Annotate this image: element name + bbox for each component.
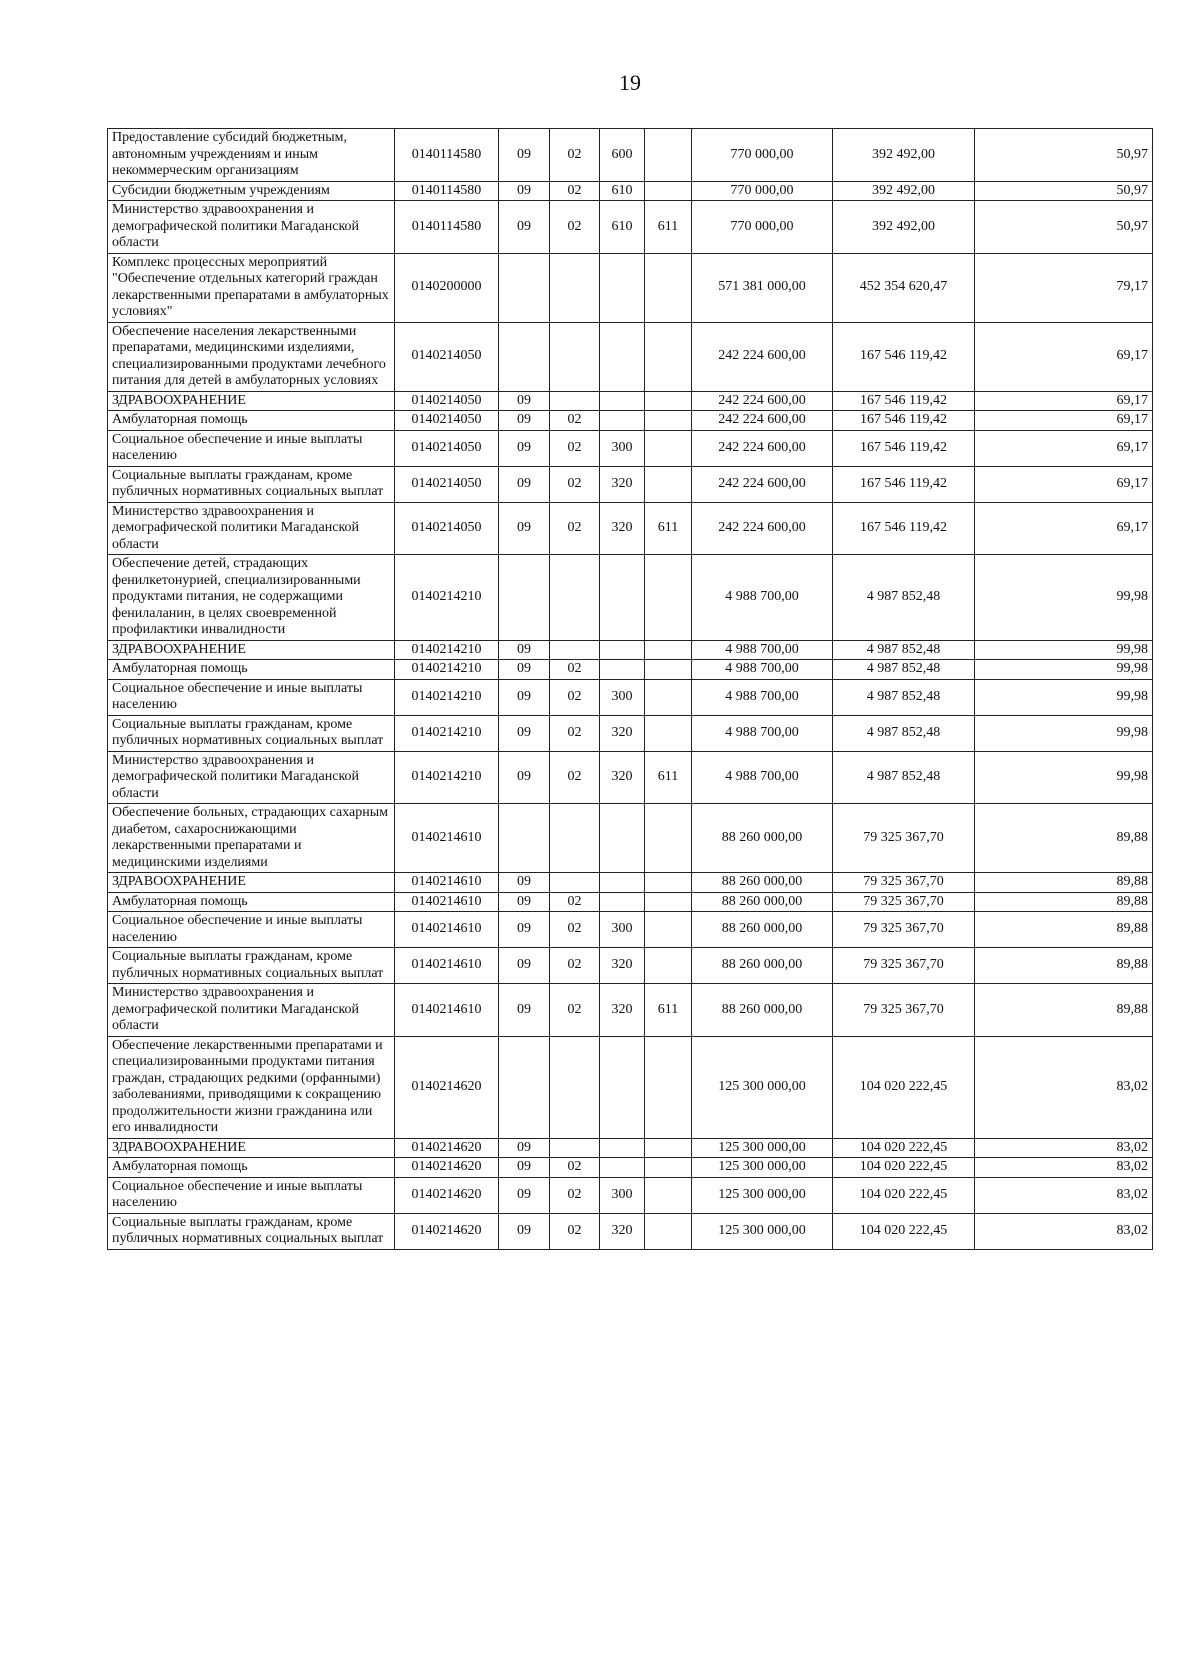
expense-type-cell: 600 [600,129,645,182]
budget-table [107,128,1153,1250]
subsection-cell [550,804,600,873]
target-code-cell: 0140214210 [395,679,499,715]
section-cell: 09 [499,1213,550,1249]
admin-code-cell [645,466,692,502]
table-body [108,129,1153,1250]
table-row [108,804,1153,873]
subsection-cell [550,873,600,893]
planned-amount-cell: 4 988 700,00 [692,640,833,660]
actual-amount-cell: 392 492,00 [833,201,975,254]
expense-type-cell [600,873,645,893]
execution-percent-cell: 69,17 [975,322,1153,391]
subsection-cell [550,555,600,641]
table-row [108,660,1153,680]
subsection-cell: 02 [550,892,600,912]
actual-amount-cell: 104 020 222,45 [833,1036,975,1138]
section-cell: 09 [499,411,550,431]
target-code-cell: 0140214210 [395,660,499,680]
section-cell: 09 [499,430,550,466]
execution-percent-cell: 89,88 [975,804,1153,873]
execution-percent-cell: 89,88 [975,984,1153,1037]
execution-percent-cell: 99,98 [975,715,1153,751]
subsection-cell: 02 [550,751,600,804]
section-cell [499,253,550,322]
section-cell: 09 [499,129,550,182]
expense-type-cell: 320 [600,502,645,555]
expense-type-cell: 320 [600,466,645,502]
table-row [108,1177,1153,1213]
row-name-cell: Социальные выплаты гражданам, кроме публичных нормативных социальных выплат [108,715,395,751]
planned-amount-cell: 125 300 000,00 [692,1138,833,1158]
planned-amount-cell: 88 260 000,00 [692,984,833,1037]
section-cell: 09 [499,948,550,984]
actual-amount-cell: 167 546 119,42 [833,322,975,391]
target-code-cell: 0140214210 [395,751,499,804]
actual-amount-cell: 392 492,00 [833,129,975,182]
planned-amount-cell: 242 224 600,00 [692,502,833,555]
execution-percent-cell: 69,17 [975,391,1153,411]
subsection-cell: 02 [550,679,600,715]
expense-type-cell: 300 [600,430,645,466]
expense-type-cell [600,253,645,322]
admin-code-cell [645,660,692,680]
table-row [108,201,1153,254]
planned-amount-cell: 88 260 000,00 [692,948,833,984]
table-row [108,253,1153,322]
target-code-cell: 0140214050 [395,466,499,502]
row-name-cell: Социальное обеспечение и иные выплаты населению [108,679,395,715]
subsection-cell: 02 [550,715,600,751]
planned-amount-cell: 125 300 000,00 [692,1036,833,1138]
subsection-cell [550,322,600,391]
row-name-cell: ЗДРАВООХРАНЕНИЕ [108,1138,395,1158]
section-cell [499,555,550,641]
planned-amount-cell: 242 224 600,00 [692,411,833,431]
admin-code-cell [645,430,692,466]
execution-percent-cell: 79,17 [975,253,1153,322]
section-cell: 09 [499,640,550,660]
admin-code-cell [645,912,692,948]
target-code-cell: 0140214610 [395,984,499,1037]
planned-amount-cell: 88 260 000,00 [692,873,833,893]
planned-amount-cell: 242 224 600,00 [692,430,833,466]
actual-amount-cell: 79 325 367,70 [833,984,975,1037]
table-row [108,715,1153,751]
execution-percent-cell: 69,17 [975,411,1153,431]
execution-percent-cell: 69,17 [975,502,1153,555]
row-name-cell: Социальные выплаты гражданам, кроме публичных нормативных социальных выплат [108,948,395,984]
section-cell: 09 [499,660,550,680]
row-name-cell: Субсидии бюджетным учреждениям [108,181,395,201]
actual-amount-cell: 4 987 852,48 [833,715,975,751]
row-name-cell: Обеспечение детей, страдающих фенилкетонурией, специализированными продуктами питания, не содержащими фенилаланин, в целях своевременной профилактики инвалидности [108,555,395,641]
actual-amount-cell: 167 546 119,42 [833,502,975,555]
row-name-cell: Социальные выплаты гражданам, кроме публичных нормативных социальных выплат [108,466,395,502]
section-cell: 09 [499,892,550,912]
execution-percent-cell: 83,02 [975,1036,1153,1138]
table-row [108,679,1153,715]
section-cell: 09 [499,715,550,751]
section-cell: 09 [499,1158,550,1178]
target-code-cell: 0140214050 [395,430,499,466]
subsection-cell: 02 [550,1177,600,1213]
target-code-cell: 0140114580 [395,129,499,182]
section-cell: 09 [499,751,550,804]
table-row [108,948,1153,984]
execution-percent-cell: 99,98 [975,640,1153,660]
execution-percent-cell: 50,97 [975,201,1153,254]
row-name-cell: Социальные выплаты гражданам, кроме публичных нормативных социальных выплат [108,1213,395,1249]
planned-amount-cell: 4 988 700,00 [692,660,833,680]
admin-code-cell [645,1158,692,1178]
expense-type-cell [600,660,645,680]
table-row [108,322,1153,391]
expense-type-cell: 610 [600,181,645,201]
expense-type-cell: 320 [600,948,645,984]
actual-amount-cell: 452 354 620,47 [833,253,975,322]
section-cell: 09 [499,1138,550,1158]
table-row [108,1158,1153,1178]
actual-amount-cell: 4 987 852,48 [833,555,975,641]
admin-code-cell: 611 [645,502,692,555]
table-row [108,129,1153,182]
section-cell [499,804,550,873]
actual-amount-cell: 4 987 852,48 [833,679,975,715]
expense-type-cell [600,1138,645,1158]
target-code-cell: 0140214620 [395,1177,499,1213]
target-code-cell: 0140214610 [395,892,499,912]
planned-amount-cell: 88 260 000,00 [692,804,833,873]
admin-code-cell [645,181,692,201]
expense-type-cell: 300 [600,679,645,715]
planned-amount-cell: 125 300 000,00 [692,1177,833,1213]
expense-type-cell: 320 [600,1213,645,1249]
target-code-cell: 0140214620 [395,1036,499,1138]
page-number: 19 [619,70,641,95]
row-name-cell: Министерство здравоохранения и демографической политики Магаданской области [108,751,395,804]
actual-amount-cell: 104 020 222,45 [833,1138,975,1158]
row-name-cell: Комплекс процессных мероприятий "Обеспечение отдельных категорий граждан лекарственными препаратами в амбулаторных условиях" [108,253,395,322]
subsection-cell: 02 [550,201,600,254]
admin-code-cell: 611 [645,751,692,804]
actual-amount-cell: 167 546 119,42 [833,466,975,502]
row-name-cell: Социальное обеспечение и иные выплаты населению [108,912,395,948]
admin-code-cell: 611 [645,201,692,254]
section-cell: 09 [499,466,550,502]
planned-amount-cell: 770 000,00 [692,181,833,201]
actual-amount-cell: 167 546 119,42 [833,411,975,431]
actual-amount-cell: 79 325 367,70 [833,804,975,873]
table-row [108,181,1153,201]
planned-amount-cell: 4 988 700,00 [692,679,833,715]
planned-amount-cell: 770 000,00 [692,129,833,182]
target-code-cell: 0140214050 [395,411,499,431]
row-name-cell: Обеспечение населения лекарственными препаратами, медицинскими изделиями, специализированными продуктами лечебного питания для детей в амбулаторных условиях [108,322,395,391]
actual-amount-cell: 4 987 852,48 [833,640,975,660]
admin-code-cell [645,411,692,431]
row-name-cell: Амбулаторная помощь [108,411,395,431]
subsection-cell [550,1036,600,1138]
section-cell [499,322,550,391]
table-row [108,892,1153,912]
target-code-cell: 0140214050 [395,502,499,555]
execution-percent-cell: 99,98 [975,679,1153,715]
admin-code-cell [645,1036,692,1138]
subsection-cell: 02 [550,430,600,466]
table-row [108,1213,1153,1249]
subsection-cell [550,253,600,322]
execution-percent-cell: 89,88 [975,948,1153,984]
admin-code-cell [645,253,692,322]
section-cell: 09 [499,679,550,715]
planned-amount-cell: 88 260 000,00 [692,892,833,912]
row-name-cell: Социальное обеспечение и иные выплаты населению [108,430,395,466]
expense-type-cell: 320 [600,751,645,804]
target-code-cell: 0140214620 [395,1158,499,1178]
expense-type-cell [600,1158,645,1178]
subsection-cell: 02 [550,502,600,555]
admin-code-cell [645,715,692,751]
admin-code-cell [645,391,692,411]
target-code-cell: 0140214610 [395,948,499,984]
subsection-cell: 02 [550,181,600,201]
table-row [108,984,1153,1037]
planned-amount-cell: 242 224 600,00 [692,466,833,502]
admin-code-cell [645,679,692,715]
execution-percent-cell: 89,88 [975,873,1153,893]
execution-percent-cell: 83,02 [975,1138,1153,1158]
admin-code-cell [645,873,692,893]
actual-amount-cell: 104 020 222,45 [833,1177,975,1213]
admin-code-cell [645,804,692,873]
execution-percent-cell: 99,98 [975,751,1153,804]
expense-type-cell [600,640,645,660]
planned-amount-cell: 242 224 600,00 [692,391,833,411]
section-cell: 09 [499,1177,550,1213]
row-name-cell: Амбулаторная помощь [108,1158,395,1178]
actual-amount-cell: 79 325 367,70 [833,948,975,984]
execution-percent-cell: 89,88 [975,912,1153,948]
subsection-cell [550,391,600,411]
target-code-cell: 0140214210 [395,715,499,751]
table-row [108,502,1153,555]
table-row [108,1138,1153,1158]
actual-amount-cell: 392 492,00 [833,181,975,201]
planned-amount-cell: 4 988 700,00 [692,715,833,751]
execution-percent-cell: 89,88 [975,892,1153,912]
actual-amount-cell: 79 325 367,70 [833,892,975,912]
actual-amount-cell: 167 546 119,42 [833,430,975,466]
expense-type-cell: 320 [600,715,645,751]
row-name-cell: Обеспечение больных, страдающих сахарным диабетом, сахароснижающими лекарственными препаратами и медицинскими изделиями [108,804,395,873]
execution-percent-cell: 69,17 [975,430,1153,466]
target-code-cell: 0140214610 [395,804,499,873]
actual-amount-cell: 4 987 852,48 [833,751,975,804]
execution-percent-cell: 83,02 [975,1158,1153,1178]
subsection-cell: 02 [550,1213,600,1249]
actual-amount-cell: 79 325 367,70 [833,912,975,948]
table-row [108,1036,1153,1138]
subsection-cell: 02 [550,948,600,984]
row-name-cell: Министерство здравоохранения и демографической политики Магаданской области [108,984,395,1037]
row-name-cell: ЗДРАВООХРАНЕНИЕ [108,640,395,660]
actual-amount-cell: 167 546 119,42 [833,391,975,411]
table-row [108,555,1153,641]
actual-amount-cell: 104 020 222,45 [833,1213,975,1249]
subsection-cell: 02 [550,912,600,948]
target-code-cell: 0140114580 [395,201,499,254]
row-name-cell: Министерство здравоохранения и демографической политики Магаданской области [108,201,395,254]
admin-code-cell [645,322,692,391]
expense-type-cell: 610 [600,201,645,254]
admin-code-cell [645,555,692,641]
target-code-cell: 0140214610 [395,912,499,948]
actual-amount-cell: 79 325 367,70 [833,873,975,893]
planned-amount-cell: 125 300 000,00 [692,1213,833,1249]
expense-type-cell [600,804,645,873]
row-name-cell: Обеспечение лекарственными препаратами и специализированными продуктами питания граждан, страдающих редкими (орфанными) заболеваниями, приводящими к сокращению продолжительности жизни гражданина или его инвалидности [108,1036,395,1138]
row-name-cell: Министерство здравоохранения и демографической политики Магаданской области [108,502,395,555]
actual-amount-cell: 4 987 852,48 [833,660,975,680]
admin-code-cell [645,892,692,912]
target-code-cell: 0140214210 [395,555,499,641]
execution-percent-cell: 50,97 [975,181,1153,201]
target-code-cell: 0140214050 [395,391,499,411]
section-cell: 09 [499,873,550,893]
section-cell: 09 [499,391,550,411]
target-code-cell: 0140200000 [395,253,499,322]
row-name-cell: ЗДРАВООХРАНЕНИЕ [108,873,395,893]
section-cell: 09 [499,181,550,201]
section-cell [499,1036,550,1138]
table-row [108,466,1153,502]
expense-type-cell: 300 [600,1177,645,1213]
subsection-cell: 02 [550,129,600,182]
expense-type-cell [600,322,645,391]
row-name-cell: Социальное обеспечение и иные выплаты населению [108,1177,395,1213]
execution-percent-cell: 83,02 [975,1177,1153,1213]
target-code-cell: 0140214610 [395,873,499,893]
row-name-cell: ЗДРАВООХРАНЕНИЕ [108,391,395,411]
planned-amount-cell: 4 988 700,00 [692,555,833,641]
section-cell: 09 [499,984,550,1037]
table-row [108,873,1153,893]
planned-amount-cell: 125 300 000,00 [692,1158,833,1178]
table-row [108,411,1153,431]
expense-type-cell [600,892,645,912]
table-row [108,391,1153,411]
target-code-cell: 0140214210 [395,640,499,660]
execution-percent-cell: 99,98 [975,660,1153,680]
expense-type-cell: 320 [600,984,645,1037]
section-cell: 09 [499,912,550,948]
subsection-cell: 02 [550,466,600,502]
row-name-cell: Амбулаторная помощь [108,892,395,912]
subsection-cell [550,640,600,660]
row-name-cell: Предоставление субсидий бюджетным, автономным учреждениям и иным некоммерческим организациям [108,129,395,182]
execution-percent-cell: 69,17 [975,466,1153,502]
section-cell: 09 [499,201,550,254]
table-row [108,912,1153,948]
execution-percent-cell: 99,98 [975,555,1153,641]
execution-percent-cell: 83,02 [975,1213,1153,1249]
admin-code-cell [645,1138,692,1158]
expense-type-cell: 300 [600,912,645,948]
table-row [108,640,1153,660]
actual-amount-cell: 104 020 222,45 [833,1158,975,1178]
target-code-cell: 0140214620 [395,1138,499,1158]
subsection-cell: 02 [550,660,600,680]
admin-code-cell [645,948,692,984]
target-code-cell: 0140114580 [395,181,499,201]
admin-code-cell [645,1213,692,1249]
subsection-cell: 02 [550,1158,600,1178]
planned-amount-cell: 88 260 000,00 [692,912,833,948]
admin-code-cell [645,1177,692,1213]
target-code-cell: 0140214620 [395,1213,499,1249]
target-code-cell: 0140214050 [395,322,499,391]
planned-amount-cell: 242 224 600,00 [692,322,833,391]
table-row [108,751,1153,804]
planned-amount-cell: 4 988 700,00 [692,751,833,804]
admin-code-cell [645,640,692,660]
expense-type-cell [600,555,645,641]
planned-amount-cell: 770 000,00 [692,201,833,254]
expense-type-cell [600,391,645,411]
table-row [108,430,1153,466]
subsection-cell: 02 [550,984,600,1037]
admin-code-cell [645,129,692,182]
subsection-cell [550,1138,600,1158]
expense-type-cell [600,1036,645,1138]
planned-amount-cell: 571 381 000,00 [692,253,833,322]
execution-percent-cell: 50,97 [975,129,1153,182]
section-cell: 09 [499,502,550,555]
row-name-cell: Амбулаторная помощь [108,660,395,680]
subsection-cell: 02 [550,411,600,431]
expense-type-cell [600,411,645,431]
admin-code-cell: 611 [645,984,692,1037]
